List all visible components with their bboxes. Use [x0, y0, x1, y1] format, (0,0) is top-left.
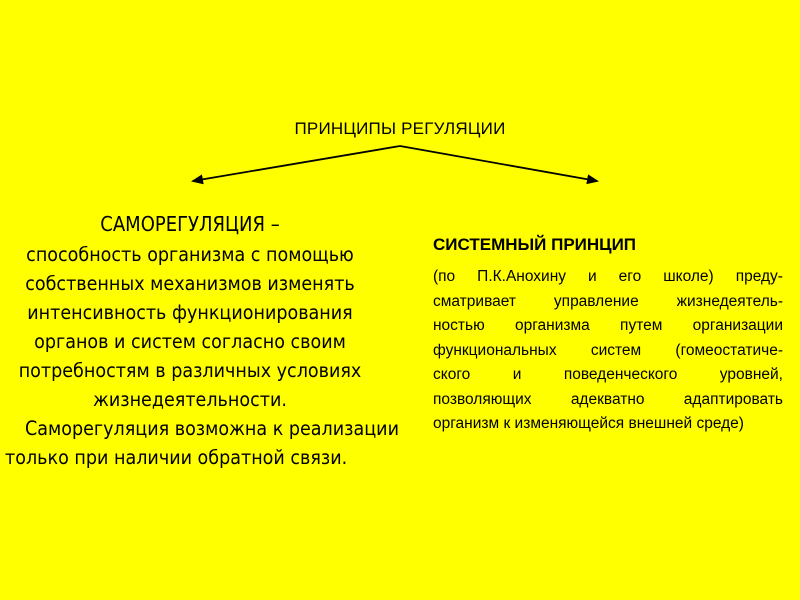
self-regulation-line: жизнедеятельности. — [93, 388, 287, 411]
self-regulation-note: только при наличии обратной связи. — [5, 446, 348, 469]
system-principle-line: функциональных систем (гомеостатиче- — [433, 341, 783, 359]
system-principle-line: (по П.К.Анохину и его школе) преду- — [433, 268, 783, 285]
system-principle-line: организм к изменяющейся внешней среде) — [433, 415, 744, 432]
self-regulation-block — [5, 212, 399, 472]
self-regulation-note: Саморегуляция возможна к реализации — [25, 417, 399, 440]
self-regulation-line: способность организма с помощью — [26, 243, 354, 266]
self-regulation-heading: САМОРЕГУЛЯЦИЯ – — [100, 212, 280, 236]
self-regulation-line: потребностям в различных условиях — [18, 359, 362, 382]
system-principle-line: ностью организма путем организации — [433, 317, 783, 334]
system-principle-block — [433, 235, 783, 437]
slide-title: ПРИНЦИПЫ РЕГУЛЯЦИИ — [294, 119, 506, 138]
arrow-right — [400, 146, 597, 181]
system-principle-line: сматривает управление жизнедеятель- — [433, 292, 783, 310]
self-regulation-line: интенсивность функционирования — [27, 301, 353, 324]
arrow-left — [193, 146, 400, 181]
system-principle-line: позволяющих адекватно адаптировать — [433, 390, 783, 408]
self-regulation-line: органов и систем согласно своим — [34, 330, 346, 353]
self-regulation-line: собственных механизмов изменять — [25, 272, 355, 295]
system-principle-heading: СИСТЕМНЫЙ ПРИНЦИП — [433, 235, 637, 254]
system-principle-line: ского и поведенческого уровней, — [433, 366, 783, 383]
